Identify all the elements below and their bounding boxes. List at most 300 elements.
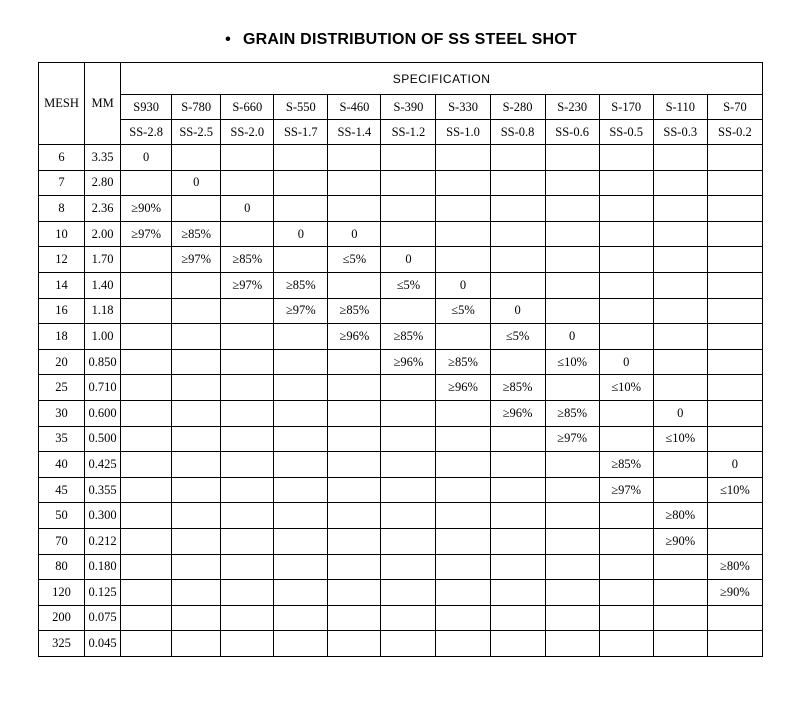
value-cell	[172, 580, 221, 606]
value-cell	[381, 503, 436, 529]
table-row	[39, 452, 763, 478]
value-cell: ≥85%	[545, 400, 599, 426]
value-cell	[653, 605, 707, 631]
table-row	[39, 272, 763, 298]
mesh-header: MESH	[39, 63, 85, 145]
value-cell	[121, 426, 172, 452]
value-cell	[436, 170, 490, 196]
value-cell	[707, 196, 762, 222]
value-cell	[381, 477, 436, 503]
value-cell: 0	[121, 145, 172, 171]
value-cell	[653, 349, 707, 375]
value-cell	[121, 605, 172, 631]
grade-header-ss: SS-0.6	[545, 120, 599, 145]
mm-cell: 2.36	[85, 196, 121, 222]
mm-cell: 2.80	[85, 170, 121, 196]
value-cell: ≤10%	[599, 375, 653, 401]
value-cell	[121, 452, 172, 478]
value-cell	[172, 554, 221, 580]
value-cell	[274, 452, 328, 478]
mesh-cell: 325	[39, 631, 85, 657]
value-cell	[221, 503, 274, 529]
value-cell	[545, 631, 599, 657]
value-cell	[328, 349, 381, 375]
value-cell: ≥97%	[599, 477, 653, 503]
value-cell	[328, 145, 381, 171]
value-cell	[599, 426, 653, 452]
mesh-cell: 30	[39, 400, 85, 426]
value-cell	[653, 477, 707, 503]
mm-cell: 1.18	[85, 298, 121, 324]
grade-header-ss: SS-0.8	[490, 120, 545, 145]
mm-cell: 0.075	[85, 605, 121, 631]
mesh-cell: 8	[39, 196, 85, 222]
value-cell	[274, 605, 328, 631]
value-cell	[436, 605, 490, 631]
value-cell	[221, 400, 274, 426]
value-cell	[172, 426, 221, 452]
value-cell	[328, 580, 381, 606]
mesh-cell: 120	[39, 580, 85, 606]
value-cell	[381, 298, 436, 324]
value-cell	[274, 247, 328, 273]
value-cell: ≥80%	[653, 503, 707, 529]
value-cell	[274, 196, 328, 222]
grade-header-s: S-110	[653, 95, 707, 120]
mesh-cell: 6	[39, 145, 85, 171]
value-cell: 0	[328, 221, 381, 247]
value-cell	[172, 272, 221, 298]
value-cell	[436, 528, 490, 554]
value-cell	[436, 503, 490, 529]
value-cell: 0	[436, 272, 490, 298]
specification-header: SPECIFICATION	[121, 63, 763, 95]
grade-header-ss: SS-1.2	[381, 120, 436, 145]
value-cell	[490, 170, 545, 196]
value-cell	[490, 554, 545, 580]
value-cell	[381, 196, 436, 222]
value-cell	[436, 426, 490, 452]
value-cell	[221, 298, 274, 324]
value-cell	[653, 272, 707, 298]
value-cell	[381, 554, 436, 580]
value-cell	[707, 400, 762, 426]
value-cell: ≤10%	[653, 426, 707, 452]
grade-header-s: S-460	[328, 95, 381, 120]
header-row-s-grades	[39, 95, 763, 120]
value-cell	[328, 605, 381, 631]
value-cell	[545, 452, 599, 478]
mesh-cell: 70	[39, 528, 85, 554]
value-cell	[328, 477, 381, 503]
value-cell	[381, 528, 436, 554]
value-cell	[172, 375, 221, 401]
header-row-specification	[39, 63, 763, 95]
value-cell	[172, 145, 221, 171]
value-cell	[172, 452, 221, 478]
table-row	[39, 298, 763, 324]
value-cell	[707, 221, 762, 247]
value-cell	[328, 426, 381, 452]
value-cell	[599, 631, 653, 657]
mm-header: MM	[85, 63, 121, 145]
value-cell: ≤5%	[436, 298, 490, 324]
table-row	[39, 247, 763, 273]
value-cell	[490, 426, 545, 452]
value-cell: ≥97%	[121, 221, 172, 247]
value-cell	[436, 400, 490, 426]
value-cell	[545, 298, 599, 324]
mesh-cell: 80	[39, 554, 85, 580]
value-cell	[328, 196, 381, 222]
page-title	[0, 31, 802, 49]
value-cell: ≤5%	[490, 324, 545, 350]
table-row	[39, 145, 763, 171]
grade-header-ss: SS-0.2	[707, 120, 762, 145]
value-cell: ≥96%	[490, 400, 545, 426]
value-cell	[599, 298, 653, 324]
value-cell	[545, 196, 599, 222]
value-cell	[599, 272, 653, 298]
value-cell	[436, 196, 490, 222]
value-cell	[653, 298, 707, 324]
title-bullet: •	[225, 31, 231, 48]
value-cell	[653, 324, 707, 350]
value-cell	[599, 528, 653, 554]
value-cell	[599, 145, 653, 171]
value-cell	[653, 145, 707, 171]
value-cell: 0	[599, 349, 653, 375]
value-cell	[172, 298, 221, 324]
table-row	[39, 196, 763, 222]
value-cell	[381, 426, 436, 452]
value-cell	[653, 247, 707, 273]
value-cell: ≥80%	[707, 554, 762, 580]
value-cell	[436, 324, 490, 350]
grade-header-ss: SS-1.7	[274, 120, 328, 145]
grade-header-ss: SS-1.0	[436, 120, 490, 145]
mesh-cell: 200	[39, 605, 85, 631]
table-row	[39, 528, 763, 554]
value-cell	[545, 170, 599, 196]
value-cell	[328, 170, 381, 196]
value-cell	[653, 221, 707, 247]
grade-header-ss: SS-2.0	[221, 120, 274, 145]
value-cell	[599, 503, 653, 529]
value-cell	[490, 528, 545, 554]
value-cell	[707, 503, 762, 529]
value-cell	[121, 400, 172, 426]
value-cell	[490, 247, 545, 273]
value-cell	[381, 221, 436, 247]
value-cell	[121, 503, 172, 529]
value-cell	[436, 554, 490, 580]
mesh-cell: 35	[39, 426, 85, 452]
value-cell	[121, 554, 172, 580]
value-cell	[436, 580, 490, 606]
value-cell: ≤5%	[328, 247, 381, 273]
value-cell	[653, 170, 707, 196]
value-cell	[707, 528, 762, 554]
mm-cell: 1.00	[85, 324, 121, 350]
value-cell: ≤5%	[381, 272, 436, 298]
value-cell	[653, 375, 707, 401]
value-cell	[328, 554, 381, 580]
value-cell	[381, 170, 436, 196]
mesh-cell: 10	[39, 221, 85, 247]
value-cell	[221, 605, 274, 631]
value-cell	[381, 580, 436, 606]
value-cell	[172, 196, 221, 222]
table-row	[39, 580, 763, 606]
value-cell	[121, 477, 172, 503]
value-cell	[545, 221, 599, 247]
grade-header-s: S-660	[221, 95, 274, 120]
mm-cell: 0.710	[85, 375, 121, 401]
value-cell: ≥97%	[221, 272, 274, 298]
value-cell	[274, 400, 328, 426]
value-cell	[381, 631, 436, 657]
value-cell: ≥96%	[436, 375, 490, 401]
value-cell: ≥85%	[436, 349, 490, 375]
value-cell	[121, 349, 172, 375]
value-cell	[328, 503, 381, 529]
value-cell	[653, 580, 707, 606]
value-cell	[545, 145, 599, 171]
grade-header-s: S-550	[274, 95, 328, 120]
value-cell	[545, 605, 599, 631]
value-cell	[653, 196, 707, 222]
value-cell: ≥85%	[172, 221, 221, 247]
table-row	[39, 605, 763, 631]
value-cell	[436, 145, 490, 171]
value-cell: ≥85%	[328, 298, 381, 324]
value-cell	[653, 452, 707, 478]
value-cell: ≥85%	[221, 247, 274, 273]
value-cell	[328, 631, 381, 657]
mesh-cell: 20	[39, 349, 85, 375]
grade-header-s: S-390	[381, 95, 436, 120]
value-cell	[707, 631, 762, 657]
grade-header-s: S-170	[599, 95, 653, 120]
mm-cell: 0.045	[85, 631, 121, 657]
grade-header-ss: SS-2.8	[121, 120, 172, 145]
value-cell: 0	[545, 324, 599, 350]
value-cell	[221, 145, 274, 171]
value-cell	[599, 554, 653, 580]
mm-cell: 1.40	[85, 272, 121, 298]
value-cell	[599, 605, 653, 631]
value-cell	[490, 221, 545, 247]
value-cell	[599, 580, 653, 606]
grade-header-ss: SS-1.4	[328, 120, 381, 145]
value-cell	[172, 631, 221, 657]
mesh-cell: 50	[39, 503, 85, 529]
value-cell	[381, 375, 436, 401]
table-body	[39, 145, 763, 657]
value-cell	[221, 426, 274, 452]
value-cell	[490, 196, 545, 222]
value-cell: ≥97%	[274, 298, 328, 324]
value-cell	[274, 503, 328, 529]
value-cell	[707, 375, 762, 401]
table-row	[39, 426, 763, 452]
table-row	[39, 221, 763, 247]
value-cell	[490, 349, 545, 375]
value-cell	[121, 247, 172, 273]
mesh-cell: 18	[39, 324, 85, 350]
grade-header-s: S930	[121, 95, 172, 120]
value-cell: ≤10%	[707, 477, 762, 503]
value-cell	[545, 272, 599, 298]
value-cell	[490, 477, 545, 503]
value-cell: ≥85%	[381, 324, 436, 350]
value-cell	[221, 452, 274, 478]
value-cell	[274, 349, 328, 375]
value-cell	[121, 631, 172, 657]
mm-cell: 0.125	[85, 580, 121, 606]
mm-cell: 3.35	[85, 145, 121, 171]
value-cell	[328, 528, 381, 554]
value-cell	[172, 528, 221, 554]
mm-cell: 0.300	[85, 503, 121, 529]
mm-cell: 0.425	[85, 452, 121, 478]
value-cell: 0	[653, 400, 707, 426]
value-cell: 0	[221, 196, 274, 222]
value-cell: 0	[172, 170, 221, 196]
value-cell: ≥97%	[172, 247, 221, 273]
mesh-cell: 25	[39, 375, 85, 401]
value-cell	[599, 196, 653, 222]
grade-header-s: S-780	[172, 95, 221, 120]
value-cell	[599, 324, 653, 350]
value-cell	[436, 452, 490, 478]
value-cell	[274, 580, 328, 606]
value-cell	[172, 324, 221, 350]
value-cell	[121, 272, 172, 298]
value-cell	[707, 272, 762, 298]
mesh-cell: 40	[39, 452, 85, 478]
title-text: GRAIN DISTRIBUTION OF SS STEEL SHOT	[242, 31, 577, 48]
value-cell	[221, 580, 274, 606]
value-cell	[221, 477, 274, 503]
mesh-cell: 16	[39, 298, 85, 324]
value-cell	[172, 477, 221, 503]
value-cell	[328, 452, 381, 478]
value-cell	[545, 580, 599, 606]
value-cell	[221, 170, 274, 196]
value-cell: ≥90%	[121, 196, 172, 222]
value-cell	[490, 503, 545, 529]
value-cell	[599, 170, 653, 196]
value-cell: ≥85%	[599, 452, 653, 478]
value-cell	[490, 631, 545, 657]
grade-header-s: S-330	[436, 95, 490, 120]
value-cell: ≥85%	[274, 272, 328, 298]
grade-header-ss: SS-0.3	[653, 120, 707, 145]
mm-cell: 0.850	[85, 349, 121, 375]
value-cell	[274, 145, 328, 171]
value-cell	[599, 221, 653, 247]
value-cell	[545, 247, 599, 273]
value-cell	[221, 528, 274, 554]
value-cell	[653, 631, 707, 657]
value-cell	[490, 580, 545, 606]
value-cell	[121, 324, 172, 350]
value-cell	[274, 528, 328, 554]
value-cell	[274, 554, 328, 580]
value-cell	[436, 477, 490, 503]
value-cell	[707, 247, 762, 273]
value-cell	[545, 477, 599, 503]
grain-distribution-table	[38, 62, 763, 657]
value-cell	[221, 375, 274, 401]
value-cell	[599, 400, 653, 426]
value-cell	[121, 170, 172, 196]
mm-cell: 0.212	[85, 528, 121, 554]
value-cell	[490, 605, 545, 631]
value-cell	[436, 247, 490, 273]
value-cell	[172, 605, 221, 631]
table-row	[39, 503, 763, 529]
value-cell	[121, 375, 172, 401]
value-cell	[707, 349, 762, 375]
value-cell: ≥90%	[707, 580, 762, 606]
value-cell	[221, 221, 274, 247]
table-row	[39, 631, 763, 657]
mm-cell: 1.70	[85, 247, 121, 273]
value-cell	[121, 528, 172, 554]
value-cell	[545, 503, 599, 529]
value-cell: 0	[381, 247, 436, 273]
value-cell	[436, 221, 490, 247]
grade-header-ss: SS-2.5	[172, 120, 221, 145]
header-row-ss-grades	[39, 120, 763, 145]
value-cell	[707, 145, 762, 171]
table-row	[39, 324, 763, 350]
value-cell: ≥97%	[545, 426, 599, 452]
value-cell	[172, 349, 221, 375]
value-cell	[707, 426, 762, 452]
value-cell	[707, 605, 762, 631]
table-row	[39, 170, 763, 196]
value-cell	[221, 349, 274, 375]
table-row	[39, 477, 763, 503]
value-cell	[172, 400, 221, 426]
value-cell	[274, 324, 328, 350]
value-cell	[274, 170, 328, 196]
mesh-cell: 7	[39, 170, 85, 196]
value-cell	[121, 580, 172, 606]
mesh-cell: 14	[39, 272, 85, 298]
value-cell	[274, 631, 328, 657]
value-cell	[436, 631, 490, 657]
value-cell	[221, 554, 274, 580]
mesh-cell: 12	[39, 247, 85, 273]
value-cell	[707, 324, 762, 350]
value-cell	[328, 375, 381, 401]
mm-cell: 0.180	[85, 554, 121, 580]
value-cell: 0	[490, 298, 545, 324]
value-cell	[381, 452, 436, 478]
value-cell	[221, 324, 274, 350]
mm-cell: 2.00	[85, 221, 121, 247]
value-cell	[274, 477, 328, 503]
value-cell	[599, 247, 653, 273]
value-cell: 0	[707, 452, 762, 478]
table-row	[39, 349, 763, 375]
value-cell	[221, 631, 274, 657]
